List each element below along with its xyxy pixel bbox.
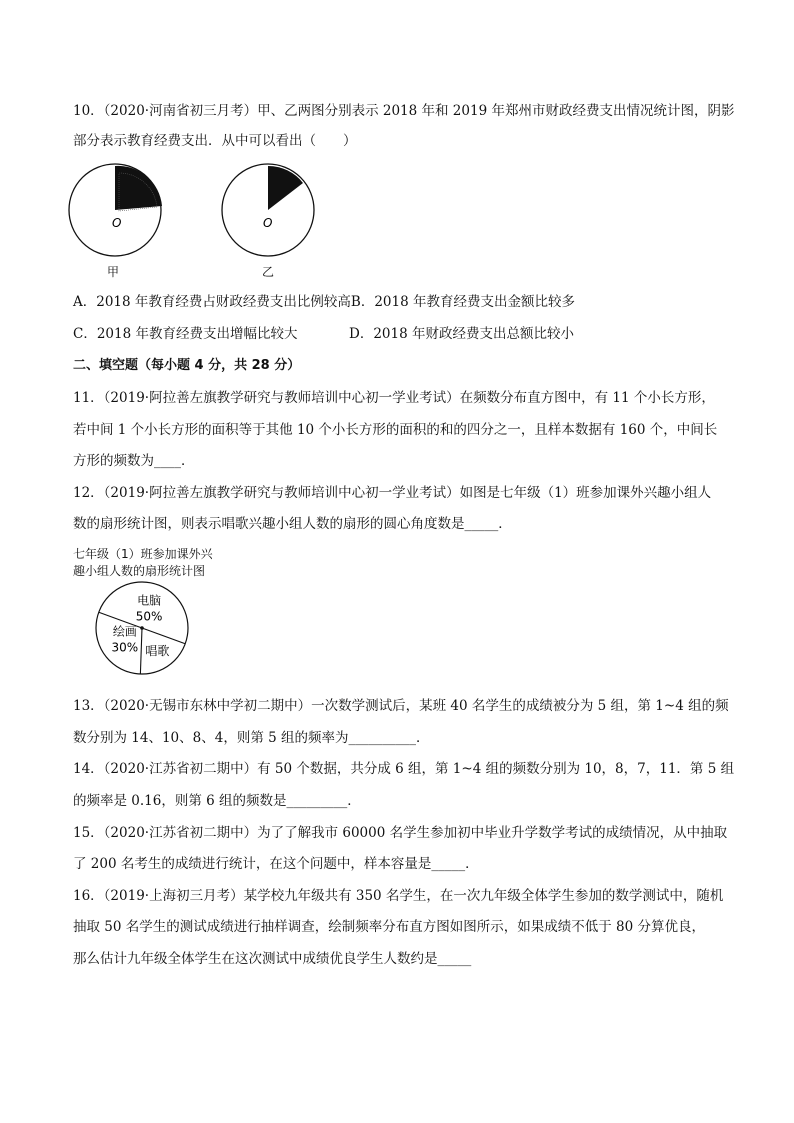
pie-center-dot [140, 626, 144, 630]
q10-option-d: D．2018 年财政经费支出总额比较小 [349, 326, 574, 342]
q12-line2: 数的扇形统计图，则表示唱歌兴趣小组人数的扇形的圆心角度数是_____． [73, 516, 512, 532]
figure-jia [69, 164, 162, 256]
q10-line2: 部分表示教育经费支出．从中可以看出（ ） [73, 133, 357, 149]
figure-yi [222, 164, 314, 256]
caption-yi: 乙 [262, 265, 275, 279]
q11-line3: 方形的频数为____． [73, 453, 195, 469]
q16-line2: 抽取 50 名学生的测试成绩进行抽样调查，绘制频率分布直方图如图所示，如果成绩不低于 80 分算优良， [73, 919, 706, 935]
q16-line1: 16．（2019·上海初三月考）某学校九年级共有 350 名学生，在一次九年级全体学生参加的数学测试中，随机 [73, 888, 724, 904]
pie-slice-value: 30% [111, 640, 139, 655]
q14-line1: 14．（2020·江苏省初二期中）有 50 个数据，共分成 6 组，第 1~4 组的频数分别为 10，8，7，11．第 5 组 [73, 761, 735, 777]
pie-slice-value: 50% [135, 609, 163, 624]
q14-line2: 的频率是 0.16，则第 6 组的频数是_________． [73, 793, 361, 809]
pie-title-line1: 七年级（1）班参加课外兴 [73, 547, 213, 561]
q16-line3: 那么估计九年级全体学生在这次测试中成绩优良学生人数约是_____ [73, 951, 472, 967]
q13-line2: 数分别为 14、10、8、4，则第 5 组的频率为__________． [73, 730, 430, 746]
pie-chart [88, 580, 198, 680]
pie-title-line2: 趣小组人数的扇形统计图 [73, 564, 206, 578]
q11-line2: 若中间 1 个小长方形的面积等于其他 10 个小长方形的面积的和的四分之一，且样本数据有 160 个，中间长 [73, 422, 718, 438]
caption-jia: 甲 [107, 265, 120, 279]
q12-line1: 12．（2019·阿拉善左旗教学研究与教师培训中心初一学业考试）如图是七年级（1）班参加课外兴趣小组人 [73, 485, 712, 501]
shaded-sector-jia [115, 166, 162, 210]
q11-line1: 11．（2019·阿拉善左旗教学研究与教师培训中心初一学业考试）在频数分布直方图中，有 11 个小长方形， [73, 390, 715, 406]
center-label-yi: O [263, 216, 273, 230]
q13-line1: 13．（2020·无锡市东林中学初二期中）一次数学测试后，某班 40 名学生的成绩被分为 5 组，第 1~4 组的频 [73, 698, 729, 714]
q10-option-ab: A．2018 年教育经费占财政经费支出比例较高B．2018 年教育经费支出金额比较多 [73, 294, 575, 310]
q15-line2: 了 200 名考生的成绩进行统计，在这个问题中，样本容量是_____． [73, 856, 479, 872]
q15-line1: 15．（2020·江苏省初二期中）为了了解我市 60000 名学生参加初中毕业升学数学考试的成绩情况，从中抽取 [73, 825, 728, 841]
center-label-jia: O [112, 216, 122, 230]
q10-option-c: C．2018 年教育经费支出增幅比较大 [73, 326, 298, 342]
pie-slice-label: 电脑 [137, 593, 162, 608]
pie-slice-label: 唱歌 [145, 643, 170, 658]
section-heading: 二、填空题（每小题 4 分，共 28 分） [73, 358, 301, 373]
pie-slice-label: 绘画 [112, 624, 137, 639]
q10-line1: 10．（2020·河南省初三月考）甲、乙两图分别表示 2018 年和 2019 年郑州市财政经费支出情况统计图，阴影 [73, 103, 735, 119]
